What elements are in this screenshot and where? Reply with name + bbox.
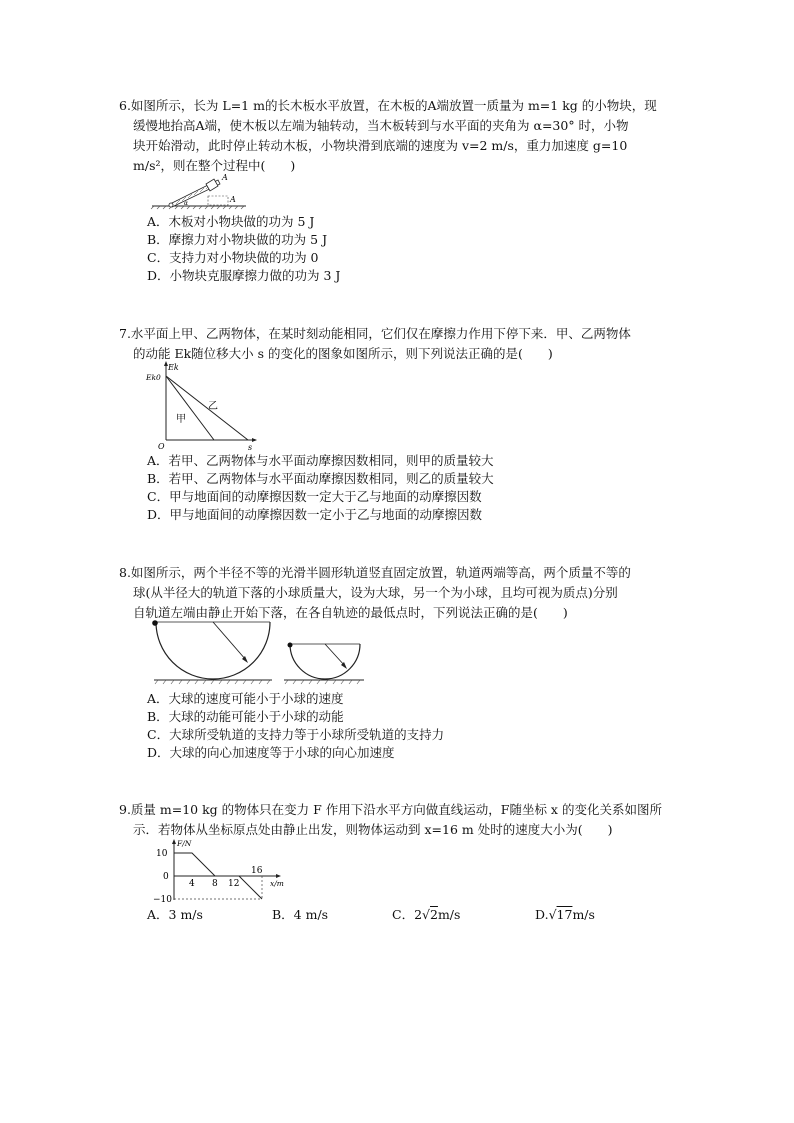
q9-option-d[interactable] [535, 905, 595, 925]
sqrt-icon: √ [422, 907, 430, 922]
question-6-line-1: 6.如图所示，长为 L=1 m的长木板水平放置，在木板的A端放置一质量为 m=1 kg 的小物块，现 [119, 98, 657, 113]
q8-option-b[interactable]: B．大球的动能可能小于小球的动能 [147, 709, 344, 724]
q7-ek-s-graph [144, 360, 260, 452]
question-9-options [119, 905, 699, 925]
q9-option-b[interactable]: B．4 m/s [272, 907, 329, 922]
q7-ek0-label: Ek0 [146, 373, 161, 382]
q7-option-a[interactable]: A．若甲、乙两物体与水平面动摩擦因数相同，则甲的质量较大 [147, 453, 494, 468]
q8-option-c[interactable]: C．大球所受轨道的支持力等于小球所受轨道的支持力 [147, 727, 445, 742]
question-7-options [119, 452, 699, 524]
q9-option-d-radicand: 17 [556, 907, 573, 922]
question-7-line-1: 7.水平面上甲、乙两物体，在某时刻动能相同，它们仅在摩擦力作用下停下来．甲、乙两物体 [119, 326, 631, 341]
q9-option-a[interactable]: A．3 m/s [147, 907, 203, 922]
q8-large-track [156, 622, 270, 679]
q7-origin-label: O [158, 442, 165, 451]
question-6-options [119, 213, 699, 285]
question-7-line-2: 的动能 Ek随位移大小 s 的变化的图象如图所示，则下列说法正确的是( ) [133, 346, 553, 361]
q9-option-c[interactable] [392, 905, 535, 925]
q9-option-d-prefix: D. [535, 907, 549, 922]
question-7 [119, 324, 699, 364]
sqrt-icon: √ [548, 907, 557, 922]
q6-option-b[interactable]: B．摩擦力对小物块做的功为 5 J [147, 232, 328, 247]
q7-jia-label: 甲 [176, 414, 186, 425]
q9-option-c-unit: m/s [437, 907, 461, 922]
question-6-line-4: m/s²，则在整个过程中( ) [133, 158, 296, 173]
q6-label-a-top: A [222, 174, 228, 182]
q9-x-tick-12: 12 [228, 879, 240, 889]
question-8-line-2: 球(从半径大的轨道下落的小球质量大，设为大球，另一个为小球，且均可视为质点)分别 [133, 585, 618, 600]
q9-force-position-graph [152, 838, 292, 904]
question-8-options [119, 690, 699, 762]
q8-small-ball [288, 643, 293, 648]
q6-option-d[interactable]: D．小物块克服摩擦力做的功为 3 J [147, 268, 341, 283]
q6-label-a-bottom: A [230, 195, 236, 204]
q9-x-tick-4: 4 [189, 879, 195, 889]
q9-option-c-prefix: C．2 [392, 907, 423, 922]
q6-option-c[interactable]: C．支持力对小物块做的功为 0 [147, 250, 319, 265]
q9-y-tick-10: 10 [156, 849, 168, 859]
q8-small-track [290, 644, 360, 679]
question-8-line-3: 自轨道左端由静止开始下落，在各自轨迹的最低点时，下列说法正确的是( ) [133, 605, 568, 620]
q8-option-d[interactable]: D．大球的向心加速度等于小球的向心加速度 [147, 745, 395, 760]
q9-x-axis-label: x/m [270, 879, 284, 888]
question-8-line-1: 8.如图所示，两个半径不等的光滑半圆形轨道竖直固定放置，轨道两端等高，两个质量不等的 [119, 565, 631, 580]
q8-semicircle-tracks-figure [150, 618, 370, 686]
q6-option-a[interactable]: A．木板对小物块做的功为 5 J [147, 214, 315, 229]
q9-option-c-radicand: 2 [430, 907, 438, 922]
q7-yi-label: 乙 [208, 401, 218, 412]
q9-y-tick-0: 0 [163, 872, 169, 882]
q8-large-ball [152, 620, 158, 626]
q6-label-alpha: α [184, 200, 189, 207]
q9-x-tick-16: 16 [251, 866, 263, 876]
question-9-line-1: 9.质量 m=10 kg 的物体只在变力 F 作用下沿水平方向做直线运动，F随坐标 x 的变化关系如图所 [119, 802, 662, 817]
q6-incline-figure [150, 174, 250, 210]
question-9-line-2: 示．若物体从坐标原点处由静止出发，则物体运动到 x=16 m 处时的速度大小为( ) [133, 822, 613, 837]
q7-option-d[interactable]: D．甲与地面间的动摩擦因数一定小于乙与地面的动摩擦因数 [147, 507, 483, 522]
q7-option-c[interactable]: C．甲与地面间的动摩擦因数一定大于乙与地面的动摩擦因数 [147, 489, 482, 504]
q9-option-d-unit: m/s [572, 907, 595, 922]
q7-y-axis-label: Ek [168, 363, 179, 372]
q7-option-b[interactable]: B．若甲、乙两物体与水平面动摩擦因数相同，则乙的质量较大 [147, 471, 494, 486]
question-9 [119, 800, 699, 840]
question-6-line-2: 缓慢地抬高A端，使木板以左端为轴转动，当木板转到与水平面的夹角为 α=30° 时，小物 [133, 118, 629, 133]
question-8 [119, 563, 699, 623]
q9-x-tick-8: 8 [212, 879, 218, 889]
q9-y-axis-label: F/N [177, 839, 192, 848]
question-6-line-3: 块开始滑动，此时停止转动木板，小物块滑到底端的速度为 v=2 m/s，重力加速度 g=10 [133, 138, 628, 153]
q7-x-axis-label: s [248, 443, 253, 452]
question-6 [119, 96, 699, 176]
q8-option-a[interactable]: A．大球的速度可能小于小球的速度 [147, 691, 344, 706]
q9-y-tick-neg10: −10 [153, 895, 172, 904]
